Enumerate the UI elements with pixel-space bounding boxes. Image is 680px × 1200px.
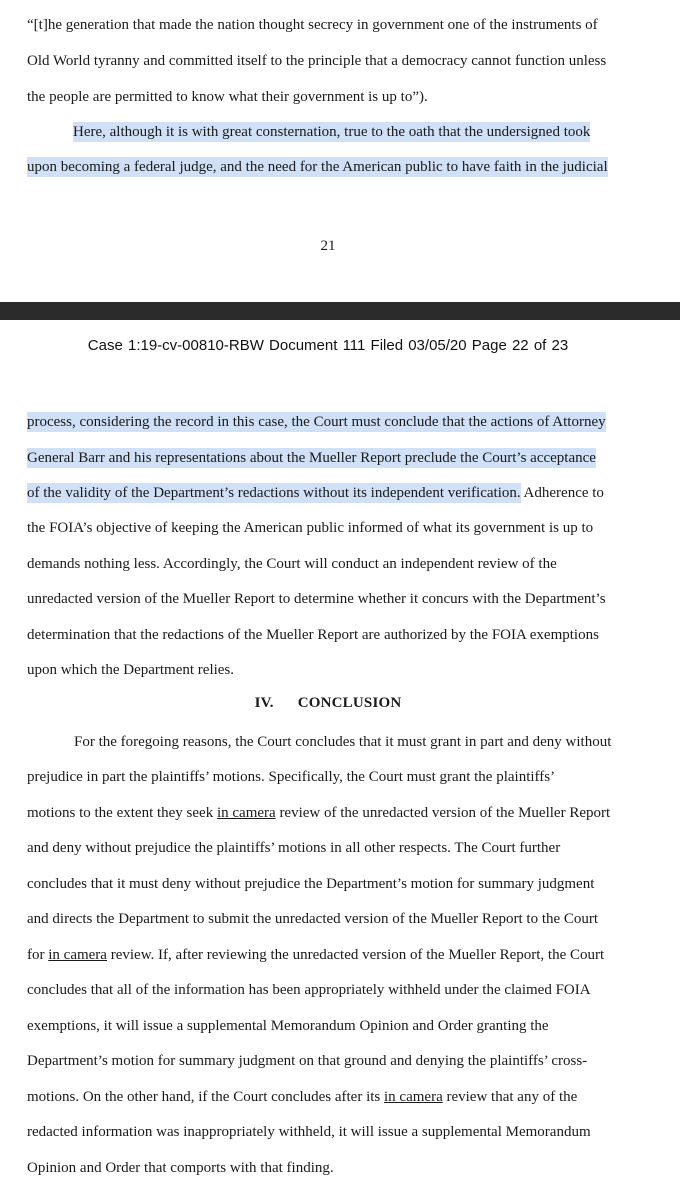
- underlined-term: in camera: [384, 1089, 443, 1105]
- case-header: Case 1:19-cv-00810-RBW Document 111 Filed 03/05/20 Page 22 of 23: [87, 337, 569, 354]
- body-text: for: [27, 947, 49, 963]
- body-text-line: the people are permitted to know what their government is up to”).: [27, 89, 428, 105]
- highlighted-text-line[interactable]: [27, 412, 606, 432]
- body-text-line: “[t]he generation that made the nation thought secrecy in government one of the instruments of: [27, 17, 598, 33]
- section-title: CONCLUSION: [297, 695, 402, 711]
- body-text: review of the unredacted version of the Mueller Report: [275, 805, 611, 821]
- body-text-line: redacted information was inappropriately withheld, it will issue a supplemental Memorandum: [27, 1124, 591, 1140]
- body-text-line: [27, 945, 604, 965]
- body-text: motions to the extent they seek: [27, 805, 217, 821]
- text-highlight: General Barr and his representations about the Mueller Report preclude the Court’s acceptance: [27, 450, 596, 466]
- body-text-line: concludes that all of the information has been appropriately withheld under the claimed FOIA: [27, 982, 591, 998]
- body-text-line: Department’s motion for summary judgment on that ground and denying the plaintiffs’ cross-: [27, 1053, 588, 1069]
- body-text: review. If, after reviewing the unredacted version of the Mueller Report, the Court: [106, 947, 605, 963]
- highlighted-text-line[interactable]: [27, 448, 596, 468]
- section-number: IV.: [254, 695, 274, 711]
- body-text-line: upon which the Department relies.: [27, 662, 235, 678]
- text-highlight: process, considering the record in this case, the Court must conclude that the actions of Attorney: [27, 414, 606, 430]
- underlined-term: in camera: [216, 805, 276, 821]
- body-text-line: the FOIA’s objective of keeping the American public informed of what its government is up to: [27, 520, 594, 536]
- underlined-term: in camera: [48, 947, 107, 963]
- highlighted-text-line[interactable]: [73, 122, 590, 142]
- body-text-line: exemptions, it will issue a supplemental Memorandum Opinion and Order granting the: [27, 1018, 549, 1034]
- body-text-line: [27, 483, 604, 503]
- page-divider: [0, 302, 680, 320]
- text-highlight: upon becoming a federal judge, and the need for the American public to have faith in the judicial: [27, 159, 608, 175]
- highlighted-text-line[interactable]: [27, 157, 608, 177]
- body-text-line: unredacted version of the Mueller Report to determine whether it concurs with the Department’s: [27, 591, 606, 607]
- body-text-line: For the foregoing reasons, the Court concludes that it must grant in part and deny without: [74, 734, 612, 750]
- text-highlight[interactable]: of the validity of the Department’s redactions without its independent verification.: [27, 485, 521, 501]
- body-text-line: concludes that it must deny without prejudice the Department’s motion for summary judgment: [27, 876, 595, 892]
- body-text-line: and directs the Department to submit the unredacted version of the Mueller Report to the Court: [27, 911, 599, 927]
- body-text: motions. On the other hand, if the Court concludes after its: [27, 1089, 385, 1105]
- body-text-line: determination that the redactions of the Mueller Report are authorized by the FOIA exemptions: [27, 627, 599, 643]
- body-text: review that any of the: [442, 1089, 578, 1105]
- body-text-line: Opinion and Order that comports with that finding.: [27, 1160, 334, 1176]
- body-text-line: [27, 1087, 577, 1107]
- body-text-line: and deny without prejudice the plaintiffs’ motions in all other respects. The Court further: [27, 840, 561, 856]
- document-page-21: [0, 0, 680, 302]
- page-number: 21: [320, 238, 336, 254]
- body-text-line: prejudice in part the plaintiffs’ motions. Specifically, the Court must grant the plaintiffs’: [27, 769, 556, 785]
- body-text-line: [27, 803, 610, 823]
- body-text-line: demands nothing less. Accordingly, the Court will conduct an independent review of the: [27, 556, 557, 572]
- text-highlight: Here, although it is with great consternation, true to the oath that the undersigned took: [73, 124, 591, 140]
- body-text-line: Old World tyranny and committed itself to the principle that a democracy cannot function unless: [27, 53, 607, 69]
- body-text: Adherence to: [520, 485, 604, 501]
- document-page-22: [0, 320, 680, 1200]
- section-heading: [0, 695, 656, 712]
